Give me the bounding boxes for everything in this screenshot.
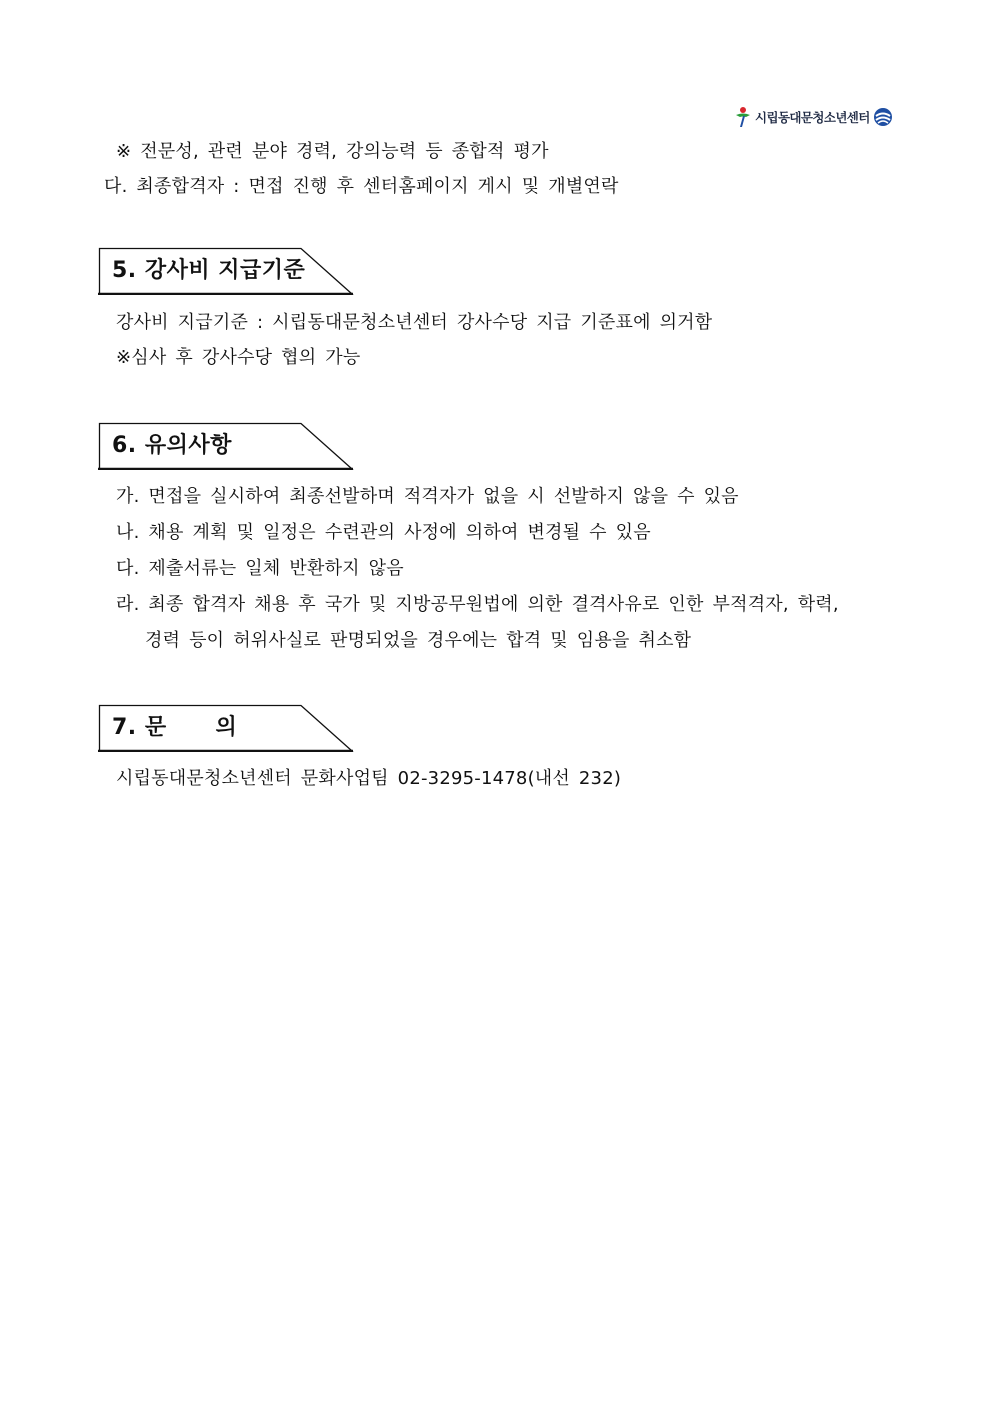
section-5-title: 5. 강사비 지급기준	[112, 258, 306, 283]
section-7-header	[98, 704, 354, 752]
contact-line: 시립동대문청소년센터 문화사업팀 02-3295-1478(내선 232)	[116, 768, 622, 789]
section-5-header	[98, 247, 354, 295]
fee-standard-line: 강사비 지급기준 : 시립동대문청소년센터 강사수당 지급 기준표에 의거함	[116, 312, 713, 333]
section-6-title: 6. 유의사항	[112, 433, 232, 458]
notice-item-da: 다. 제출서류는 일체 반환하지 않음	[116, 558, 404, 579]
fee-negotiation-note: ※심사 후 강사수당 협의 가능	[116, 347, 361, 368]
notice-item-ra-continued: 경력 등이 허위사실로 판명되었을 경우에는 합격 및 임용을 취소함	[145, 630, 692, 651]
logo-text: 시립동대문청소년센터	[755, 110, 870, 125]
notice-item-ra: 라. 최종 합격자 채용 후 국가 및 지방공무원법에 의한 결격사유로 인한 부적격자, 학력,	[116, 594, 839, 615]
evaluation-note: ※ 전문성, 관련 분야 경력, 강의능력 등 종합적 평가	[116, 141, 549, 162]
section-7-title: 7. 문 의	[112, 715, 238, 740]
section-6-header	[98, 422, 354, 470]
center-logo	[734, 105, 893, 129]
notice-item-ga: 가. 면접을 실시하여 최종선발하며 적격자가 없을 시 선발하지 않을 수 있음	[116, 486, 739, 507]
person-mark-icon	[734, 106, 752, 128]
center-emblem-icon	[873, 107, 893, 127]
final-applicant-line: 다. 최종합격자 : 면접 진행 후 센터홈페이지 게시 및 개별연락	[104, 176, 619, 197]
notice-item-na: 나. 채용 계획 및 일정은 수련관의 사정에 의하여 변경될 수 있음	[116, 522, 651, 543]
